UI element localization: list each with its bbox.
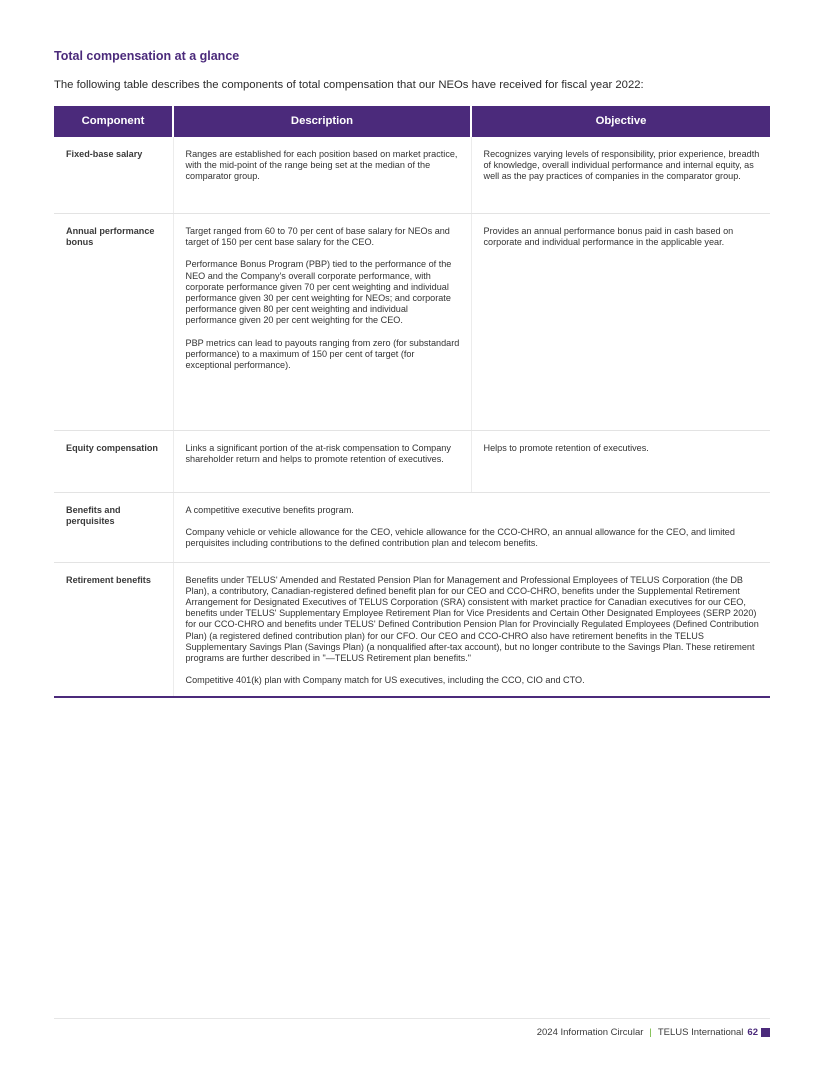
section-title: Total compensation at a glance <box>54 49 240 63</box>
footer-divider <box>54 1018 770 1019</box>
description-paragraph: Links a significant portion of the at-risk compensation to Company shareholder return and helps to promote retention of executives. <box>185 443 451 465</box>
description-paragraph: PBP metrics can lead to payouts ranging from zero (for substandard performance) to a maximum of 150 per cent of target (for exceptional performance). <box>185 337 460 371</box>
row-label-retirement-benefits: Retirement benefits <box>54 562 173 697</box>
description-paragraph: Company vehicle or vehicle allowance for the CEO, vehicle allowance for the CCO-CHRO, an annual allowance for the CEO, and limited perquisites including contributions to the defined contribution plan and telecom benefits. <box>185 527 735 549</box>
description-paragraph: Benefits under TELUS' Amended and Restated Pension Plan for Management and Professional Employees of TELUS Corporation (the DB Plan), a contributory, Canadian-registered defined benefit plan for our CEO and CCO-CHRO, benefits under the Supplemental Retirement Arrangement for Designated Executives of TELUS Corporation (SRA) consistent with market practice for Canadian executives for our CEO, benefits under TELUS' Supplementary Employee Retirement Plan for Vice Presidents and Certain Other Designated Employees (SERP 2020) for our CCO-CHRO and benefits under TELUS' Defined Contribution Pension Plan for Provincially Regulated Employees (Defined Contribution Plan) (a registered defined contribution plan) for our CFO. Our CEO and CCO-CHRO also have retirement benefits in the TELUS Supplementary Savings Plan (Savings Plan) (a nonqualified after-tax account), but no longer contribute to the Savings Plan. These retirement programs are further described in "—TELUS Retirement plan benefits." <box>185 574 759 664</box>
row-label-annual-performance-bonus: Annual performance bonus <box>54 214 173 431</box>
row-label-benefits-and-perquisites: Benefits and perquisites <box>54 493 173 563</box>
row-description <box>173 493 770 563</box>
table-header-row <box>54 106 770 137</box>
row-description <box>173 562 770 697</box>
page-footer <box>537 1027 770 1038</box>
row-objective: Provides an annual performance bonus paid in cash based on corporate and individual performance in the applicable year. <box>471 214 770 431</box>
compensation-table <box>54 106 770 698</box>
header-objective: Objective <box>471 106 770 137</box>
row-label-fixed-base-salary: Fixed-base salary <box>54 137 173 214</box>
page-number: 62 <box>747 1027 758 1038</box>
footer-separator: | <box>649 1027 652 1038</box>
footer-publication: 2024 Information Circular <box>536 1027 644 1038</box>
row-label-equity-compensation: Equity compensation <box>54 431 173 493</box>
description-paragraph: Target ranged from 60 to 70 per cent of base salary for NEOs and target of 150 per cent base salary for the CEO. <box>185 226 450 248</box>
footer-company: TELUS International <box>657 1027 744 1038</box>
table-row <box>54 493 770 563</box>
table-row <box>54 431 770 493</box>
description-paragraph: A competitive executive benefits program. <box>185 505 354 515</box>
description-paragraph: Competitive 401(k) plan with Company match for US executives, including the CCO, CIO and CTO. <box>185 675 585 686</box>
row-description <box>173 431 471 493</box>
table-row <box>54 562 770 697</box>
row-objective: Recognizes varying levels of responsibility, prior experience, breadth of knowledge, overall individual performance and internal equity, as well as the pay practices of companies in the comparator group. <box>471 137 770 214</box>
row-description <box>173 137 471 214</box>
row-objective: Helps to promote retention of executives. <box>471 431 770 493</box>
table-row <box>54 214 770 431</box>
page-marker-icon <box>761 1028 770 1037</box>
row-description <box>173 214 471 431</box>
intro-text: The following table describes the components of total compensation that our NEOs have received for fiscal year 2022: <box>54 79 644 91</box>
description-paragraph: Performance Bonus Program (PBP) tied to the performance of the NEO and the Company's overall corporate performance, with corporate performance given 70 per cent weighting and individual performance given 30 per cent weighting for NEOs; and corporate performance given 80 per cent weighting and individual performance given 20 per cent weighting for the CEO. <box>185 259 452 326</box>
description-paragraph: Ranges are established for each position based on market practice, with the mid-point of the range being set at the median of the comparator group. <box>185 149 458 182</box>
table-row <box>54 137 770 214</box>
header-component: Component <box>54 106 173 137</box>
header-description: Description <box>173 106 471 137</box>
